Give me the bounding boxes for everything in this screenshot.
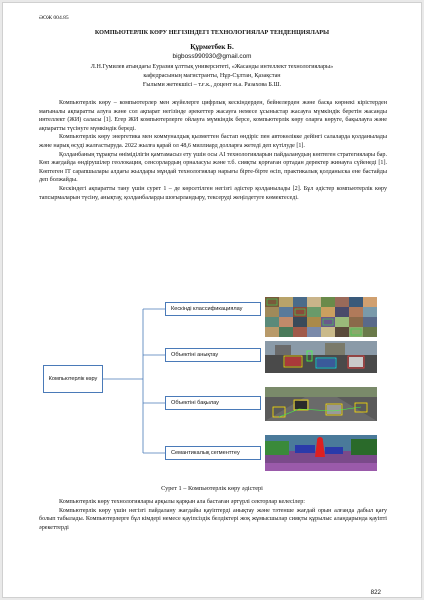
- category-box-tracking: Объектіні бақылау: [165, 396, 261, 410]
- category-box-classification: Кескінді классификациялау: [165, 302, 261, 316]
- page-number: 822: [370, 589, 381, 596]
- paragraph: Компьютерлік көру үшін негізгі пайдалану жағдайы қауіптерді анықтау және тәтенше жағдай орын алғанда дабыл қағу болып табылады. Компьютерлерге бұл кімдері немесе қауіпсіздік белдіктері жоқ жұмысшылар сияқты құрылыс алаңдарында қауіпті әрекеттерді: [39, 507, 387, 531]
- affiliation-line: Л.Н.Гумилев атындағы Еуразия ұлттық университеті, «Жасанды интеллект технологиялары»: [90, 64, 334, 70]
- paragraph: Кескіндегі ақпаратты тану үшін сурет 1 – де көрсетілген негізгі әдістер қолданылады [2]. Бұл әдістер компьютерлік көру тапсырмаларын түсіну, анықтау, қолданбаларды шоғырландыру, тексеруді жеңілдетуге көмектеседі.: [39, 185, 387, 201]
- figure-diagram: [3, 297, 424, 483]
- body-text-continued: [39, 498, 387, 532]
- affiliation-line: кафедрасының магистранты, Нұр-Сұлтан, Қазақстан: [143, 73, 281, 79]
- segmentation-icon: [265, 435, 377, 471]
- category-box-segmentation: Семантикалық сегменттеу: [165, 446, 261, 460]
- affiliation: [3, 63, 421, 90]
- author-email[interactable]: bigboss990930@gmail.com: [172, 53, 252, 60]
- body-text: [39, 99, 387, 202]
- category-box-detection: Объектіні анықтау: [165, 348, 261, 362]
- image-grid-icon: [265, 297, 377, 337]
- main-concept-box: Компьютерлік көру: [43, 365, 103, 393]
- paragraph: Компьютерлік көру – компьютерлер мен жүйелерге цифрлық кескіндерден, бейнелерден және басқа көрнекі кірістерден мағыналы ақпаратты алуға және сол ақпарат негізінде әрекеттер жасауға немесе ұсыныстар жасауға мүмкіндік беретін жасанды интеллект (ЖИ) саласы [1]. Егер ЖИ компьютерлерге ойлауға мүмкіндік берсе, компьютерлік көру оларға көруге, бақылауға және ақпаратты түсінуге мүмкіндік береді.: [39, 100, 387, 132]
- document-page: [2, 2, 422, 598]
- paragraph: Компьютерлік көру технологиялары арқылы қарқын ала бастаған әртүрлі секторлар келесілер:: [59, 499, 305, 505]
- tracking-icon: [265, 387, 377, 421]
- paragraph: Қолданбаның тұрақты өніміділігін қамтамасыз ету үшін осы АІ технологияларын пайдаланудың көптеген стратегиялары бар. Көп жағдайда өндірушілер геолокация, сенсорлардың орналасуы және т.б. сияқты қорғаған ортадан деректер жинауға сүйенеді [1]. Көптеген IT сарапшылары алдағы жылдары мұндай технологиялар нарығы бірте-бірте өсіп, практикалық қолданыска ене бастайды деп болжайды.: [39, 151, 387, 184]
- affiliation-line: Ғылыми жетекшісі – т.ғ.к., доцент м.а. Разахова Б.Ш.: [142, 82, 282, 88]
- article-title: КОМПЬЮТЕРЛІК КӨРУ НЕГІЗІНДЕГІ ТЕХНОЛОГИЯЛАР ТЕНДЕНЦИЯЛАРЫ: [94, 29, 330, 36]
- street-detection-icon: [265, 341, 377, 373]
- udc-code: ӘОЖ 004.85: [39, 15, 69, 21]
- figure-caption: Сурет 1 – Компьютерлік көру әдістері: [161, 485, 263, 492]
- author-name: Құрметбек Б.: [190, 43, 234, 51]
- paragraph: Компьютерлік көру энергетика мен коммуналдық қызметтен бастап өндіріс пен автокөлікке дейінгі салаларда қолданылады және нарық өсуді жалғастыруда. 2022 жылға қарай ол 48,6 миллиард долларға жетеді деп күтілуде [1].: [39, 134, 387, 149]
